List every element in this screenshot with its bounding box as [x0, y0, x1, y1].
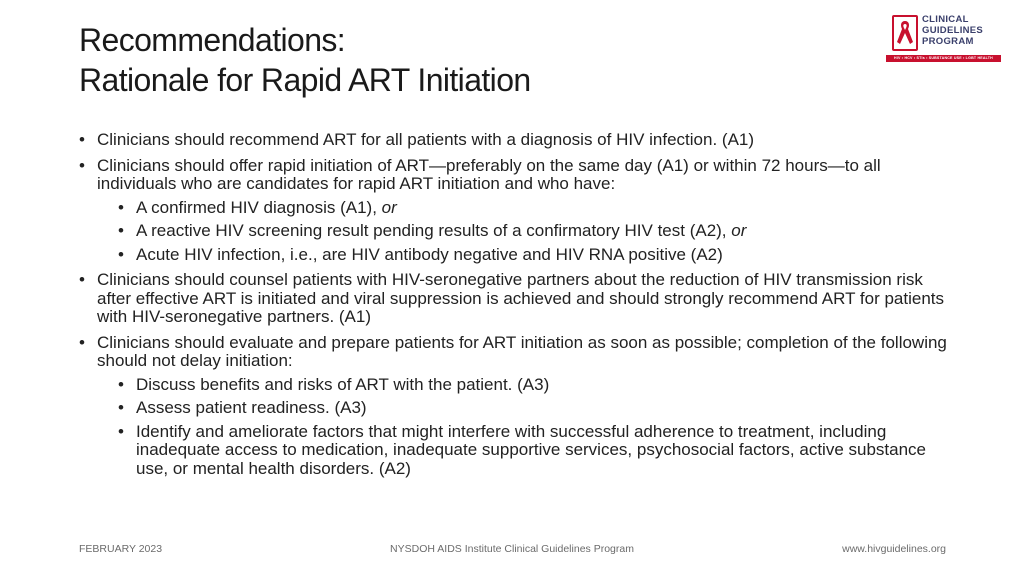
logo-tagline: HIV • HCV • STIs • SUBSTANCE USE • LGBT HEALTH [886, 55, 1001, 62]
slide-title-line2: Rationale for Rapid ART Initiation [79, 62, 531, 98]
sub-bullet-acute-infection [97, 246, 959, 265]
bullet-recommend-art [79, 131, 959, 150]
clinical-guidelines-logo [886, 13, 1001, 65]
sub-bullet-text: Identify and ameliorate factors that might interfere with successful adherence to treatment, including inadequate access to medication, inadequate supportive services, psychosocial factors, active substance use, or mental health disorders. (A2) [136, 421, 927, 478]
sub-bullet-emphasis: or [731, 221, 747, 240]
sub-bullet-text: A reactive HIV screening result pending results of a confirmatory HIV test (A2), [136, 221, 732, 240]
slide-title [79, 20, 531, 100]
sub-bullet-ameliorate-factors [97, 423, 959, 479]
sub-bullet-discuss-benefits [97, 376, 959, 395]
sub-bullet-emphasis: or [381, 197, 397, 217]
bullet-text: Clinicians should recommend ART for all patients with a diagnosis of HIV infection. (A1) [97, 130, 755, 149]
footer-program: NYSDOH AIDS Institute Clinical Guidelines Program [390, 543, 634, 555]
sub-bullet-text: Discuss benefits and risks of ART with the patient. (A3) [136, 374, 550, 394]
bullet-counsel-partners [79, 271, 959, 327]
bullet-rapid-initiation [79, 157, 959, 265]
logo-line3: PROGRAM [922, 36, 974, 47]
sub-bullet-assess-readiness [97, 399, 959, 418]
logo-wordmark [922, 14, 983, 47]
sub-bullet-text: A confirmed HIV diagnosis (A1), [136, 197, 382, 217]
sub-bullet-reactive-screening [97, 222, 959, 241]
footer-date: FEBRUARY 2023 [79, 543, 163, 555]
bullet-text: Clinicians should offer rapid initiation of ART—preferably on the same day (A1) or within 72 hours—to all individuals who are candidates for rapid ART initiation and who have: [97, 155, 881, 193]
sub-bullet-confirmed-diagnosis [97, 199, 959, 218]
bullet-text: Clinicians should counsel patients with HIV-seronegative partners about the reduction of HIV transmission risk after effective ART is initiated and viral suppression is achieved and should strongly recommend ART for patients with HIV-seronegative partners. (A1) [97, 270, 945, 326]
sub-bullet-text: Acute HIV infection, i.e., are HIV antibody negative and HIV RNA positive (A2) [136, 244, 723, 264]
logo-line2: GUIDELINES [922, 25, 984, 36]
footer-website: www.hivguidelines.org [842, 543, 946, 555]
recommendations-list [79, 131, 959, 485]
red-ribbon-icon [896, 18, 914, 48]
bullet-evaluate-prepare [79, 334, 959, 479]
sub-bullet-text: Assess patient readiness. (A3) [136, 398, 367, 417]
bullet-text: Clinicians should evaluate and prepare patients for ART initiation as soon as possible; completion of the following should not delay initiation: [97, 332, 947, 370]
logo-line1: CLINICAL [922, 14, 969, 25]
slide-title-line1: Recommendations: [79, 22, 346, 58]
